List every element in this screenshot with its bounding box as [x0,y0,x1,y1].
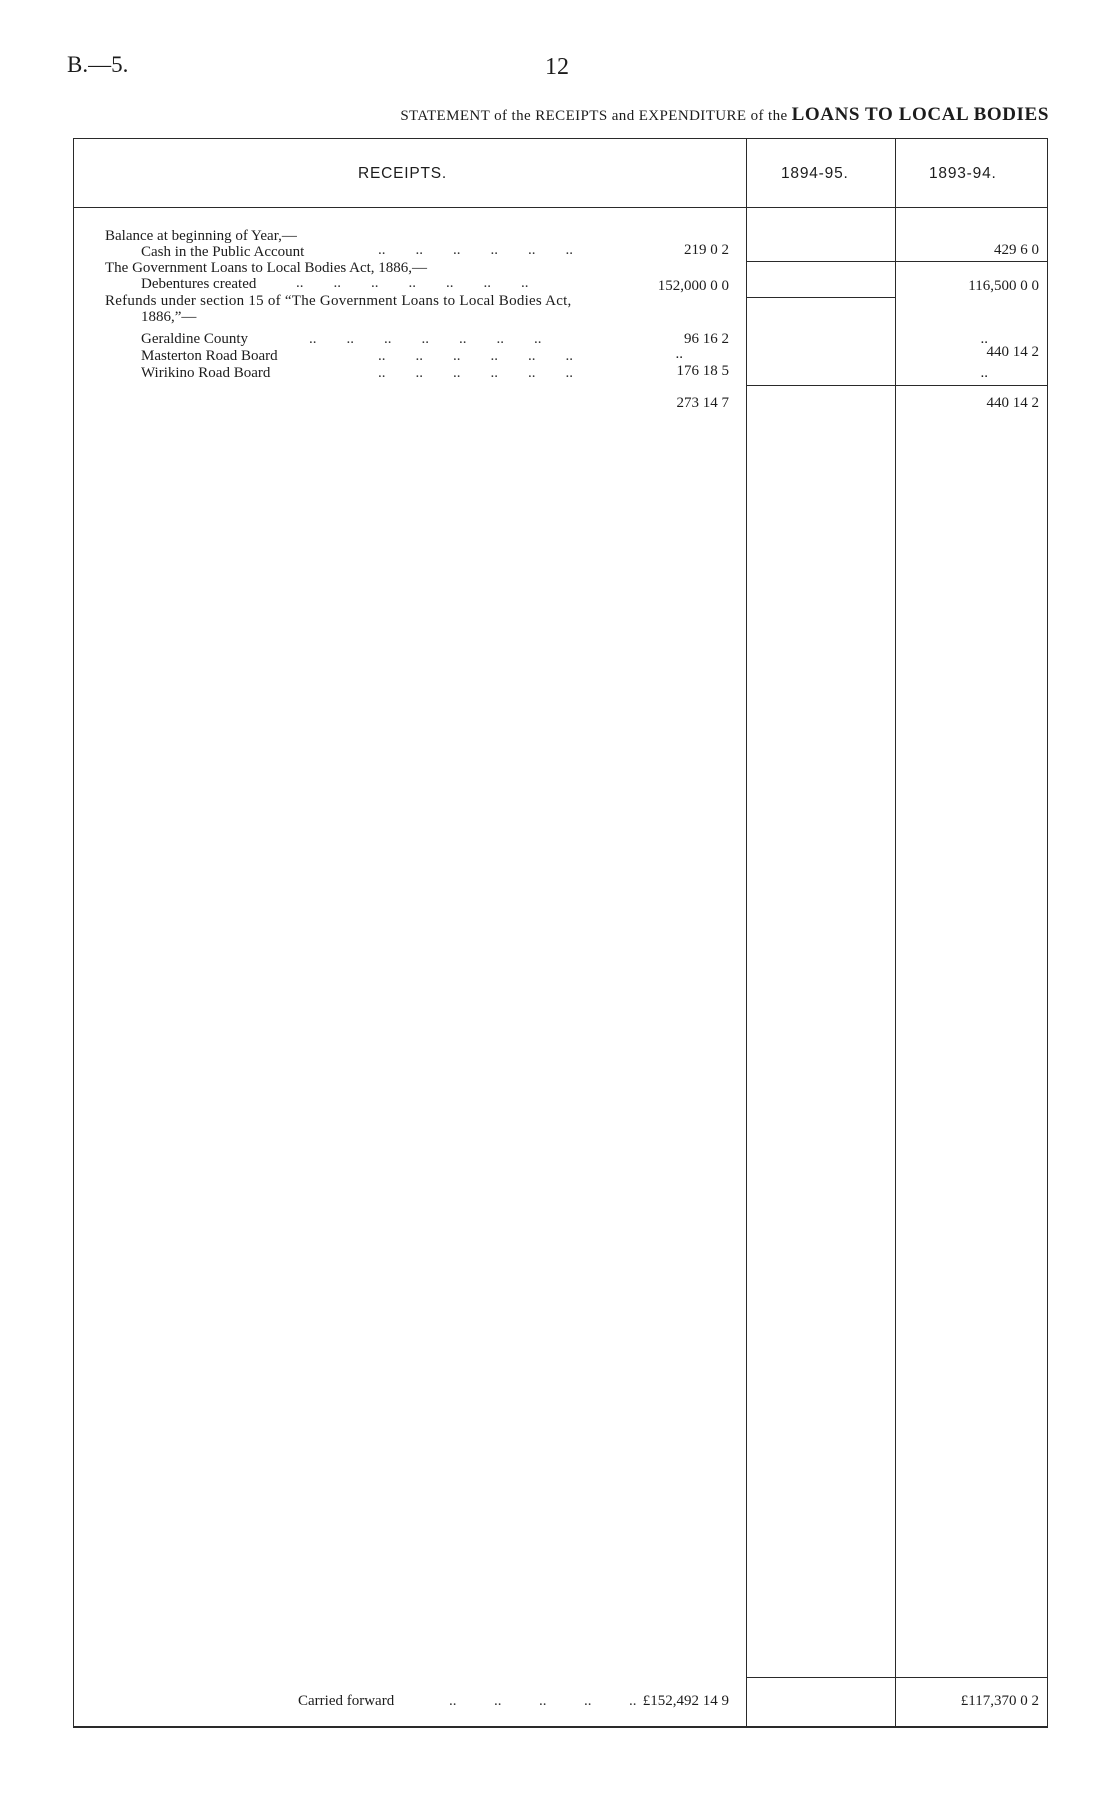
statement-title [0,104,1049,126]
debentures-label: Debentures created [141,276,257,292]
table-header-rule [73,207,1048,208]
geraldine-1893-94: .. [980,331,988,347]
refunds-heading-line-2: 1886,”— [141,309,197,325]
masterton-1893-94: 440 14 2 [986,344,1039,360]
leader-dots: .. .. .. .. .. .. [378,242,573,258]
govt-act-heading: The Government Loans to Local Bodies Act, 1886,— [105,260,428,276]
table-right-rule [1047,138,1048,1728]
receipts-column-header: RECEIPTS. [358,165,448,182]
debentures-1893-94: 116,500 0 0 [968,278,1039,294]
geraldine-label: Geraldine County [141,331,249,347]
table-bottom-rule [73,1726,1048,1728]
cash-label: Cash in the Public Account [141,244,305,260]
carried-forward-label: Carried forward [298,1693,395,1709]
page-number: 12 [545,54,569,80]
refunds-subtotal-rule [746,385,1048,386]
wirikino-1894-95: 176 18 5 [676,363,729,379]
cash-1894-95: 219 0 2 [684,242,729,258]
year-1894-95-header: 1894-95. [781,165,849,182]
title-prefix: STATEMENT of the RECEIPTS and EXPENDITURE of the [400,108,788,124]
leader-dots: .. .. .. .. .. .. [378,348,573,364]
cash-1893-94: 429 6 0 [994,242,1039,258]
carried-forward-1893-94: £117,370 0 2 [960,1693,1039,1709]
debentures-subtotal-rule [746,297,896,298]
debentures-1894-95: 152,000 0 0 [657,278,729,294]
masterton-label: Masterton Road Board [141,348,278,364]
leader-dots: .. .. .. .. .. .. .. [309,331,542,347]
masterton-1894-95: .. [675,346,683,362]
table-top-rule [73,138,1048,139]
balance-heading: Balance at beginning of Year,— [105,228,297,244]
cash-subtotal-rule [746,261,1048,262]
column-divider-2 [895,138,896,1728]
wirikino-label: Wirikino Road Board [141,365,271,381]
refunds-total-1894-95: 273 14 7 [676,395,729,411]
leader-dots: .. .. .. .. .. .. .. [296,275,529,291]
carried-forward-1894-95: £152,492 14 9 [642,1693,729,1709]
refunds-heading-line-1: Refunds under section 15 of “The Government Loans to Local Bodies Act, [105,293,572,309]
carried-forward-rule [746,1677,1048,1678]
table-left-rule [73,138,74,1728]
refunds-total-1893-94: 440 14 2 [986,395,1039,411]
geraldine-1894-95: 96 16 2 [684,331,729,347]
leader-dots: .. .. .. .. .. [449,1693,637,1709]
title-subject: LOANS TO LOCAL BODIES [791,104,1049,125]
column-divider-1 [746,138,747,1728]
wirikino-1893-94: .. [980,365,988,381]
year-1893-94-header: 1893-94. [929,165,997,182]
leader-dots: .. .. .. .. .. .. [378,365,573,381]
document-reference: B.—5. [67,52,129,77]
receipts-table [73,138,1048,1728]
